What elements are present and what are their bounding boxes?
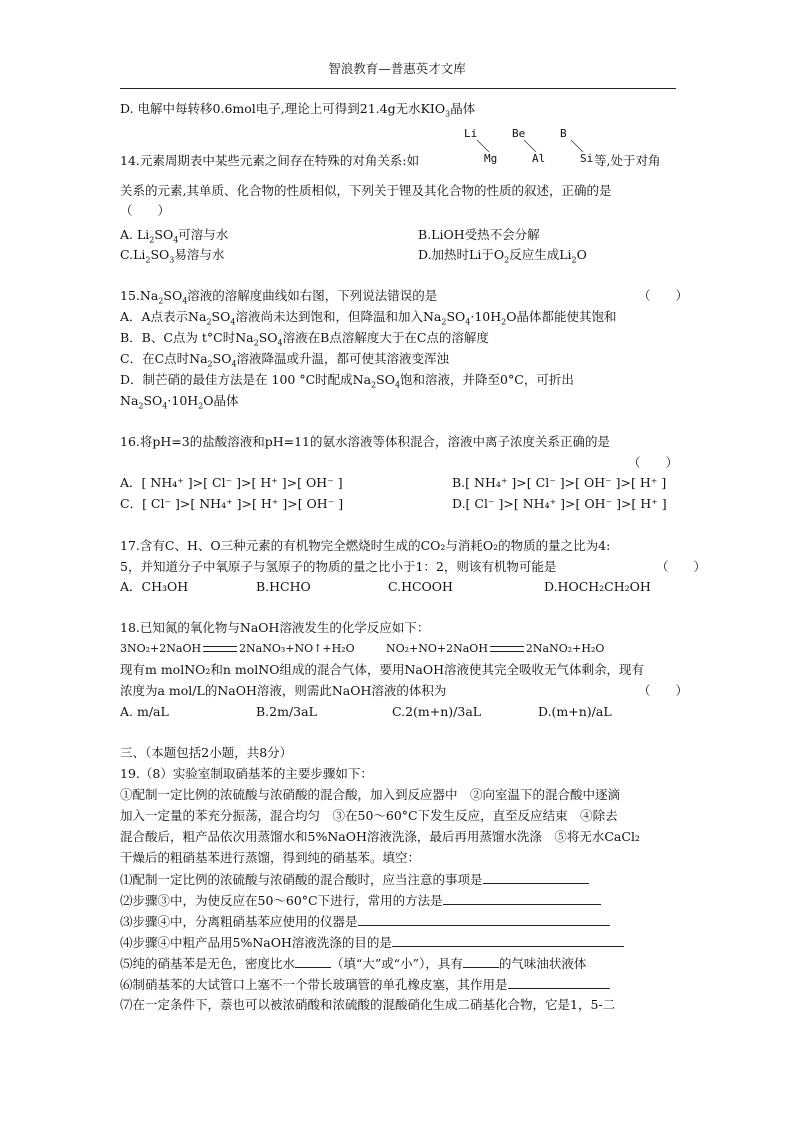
element-b: B [560, 127, 567, 140]
answer-blank[interactable] [392, 933, 624, 947]
q18-option-b: B.2m/3aL [256, 704, 317, 719]
element-mg: Mg [484, 152, 498, 165]
element-be: Be [512, 127, 526, 140]
q17-option-a: A．CH₃OH [120, 579, 189, 594]
q14-option-d: D.加热时Li于$O_2$反应生成$Li_2O$ [418, 247, 587, 265]
q14-answer-paren: （ ） [120, 203, 171, 218]
equals-sign [490, 646, 524, 652]
q18-answer-paren: （ ） [638, 683, 689, 698]
q18-stem: 18.已知氮的氧化物与NaOH溶液发生的化学反应如下： [120, 620, 430, 635]
element-li: Li [464, 127, 478, 140]
q16-option-c: C．[ Cl⁻ ]>[ NH₄⁺ ]>[ H⁺ ]>[ OH⁻ ] [120, 496, 344, 511]
q16-option-a: A．[ NH₄⁺ ]>[ Cl⁻ ]>[ H⁺ ]>[ OH⁻ ] [120, 475, 343, 490]
element-si: Si [580, 152, 594, 165]
q16-option-b: B.[ NH₄⁺ ]>[ Cl⁻ ]>[ OH⁻ ]>[ H⁺ ] [452, 475, 667, 490]
q18-equation-2: NO₂+NO+2NaOH 2NaNO₂+H₂O [386, 642, 605, 655]
q19-sub-5: ⑸纯的硝基苯是无色，密度比水 （填“大”或“小”），具有 的气味油状液体 [120, 956, 587, 971]
q19-sub-6: ⑹制硝基苯的大试管口上塞不一个带长玻璃管的单孔橡皮塞，其作用是 [120, 975, 610, 994]
q19-sub-3: ⑶步骤④中，分离粗硝基苯应使用的仪器是 [120, 912, 610, 931]
q15-option-a: A．A点表示$Na_2SO_4$溶液尚未达到饱和，但降温和加入$Na_2SO_4\cdot 10H_2O$晶体都能使其饱和 [120, 309, 617, 327]
q17-stem-1: 17.含有C、H、O三种元素的有机物完全燃烧时生成的CO₂与消耗O₂的物质的量之比为4: [120, 538, 611, 553]
q14-stem-1: 14.元素周期表中某些元素之间存在特殊的对角关系:如 [120, 153, 420, 168]
answer-blank[interactable] [295, 954, 331, 968]
q18-option-a: A. m/aL [120, 704, 169, 719]
q15-answer-paren: （ ） [638, 288, 689, 303]
answer-blank[interactable] [358, 912, 610, 926]
q19-sub-7: ⑺在一定条件下，萘也可以被浓硝酸和浓硫酸的混酸硝化生成二硝基化合物，它是1，5-二 [120, 997, 616, 1012]
q14-stem-1-end: 等,处于对角 [594, 153, 661, 168]
q19-sub-1: ⑴配制一定比例的浓硫酸与浓硝酸的混合酸时，应当注意的事项是 [120, 870, 589, 889]
q14-option-c: $C.Li_2SO_3$易溶与水 [120, 247, 225, 265]
q18-option-c: C.2(m+n)/3aL [392, 704, 482, 719]
q17-answer-paren: （ ） [656, 559, 707, 574]
q16-answer-paren: （ ） [628, 455, 679, 470]
q15-option-d-1: D．制芒硝的最佳方法是在 100 °C时配成$Na_2SO_4$饱和溶液，并降至0°C，可折出 [120, 372, 574, 390]
answer-blank[interactable] [483, 870, 589, 884]
q15-option-d-2: $Na_2SO_4\cdot 10H_2O$晶体 [120, 393, 239, 411]
q17-option-c: C.HCOOH [388, 579, 453, 594]
q17-option-d: D.HOCH₂CH₂OH [544, 579, 651, 594]
q18-equation-1: 3NO₂+2NaOH 2NaNO₃+NO↑+H₂O [120, 642, 355, 655]
q18-option-d: D.(m+n)/aL [538, 704, 612, 719]
q18-paragraph-2: 浓度为a mol/L的NaOH溶液，则需此NaOH溶液的体积为 [120, 683, 447, 698]
q19-sub-2: ⑵步骤③中，为使反应在50～60°C下进行，常用的方法是 [120, 891, 601, 910]
q17-stem-2: 5，并知道分子中氧原子与氢原子的物质的量之比小于1：2，则该有机物可能是 [120, 559, 557, 574]
answer-blank[interactable] [463, 954, 499, 968]
q19-sub-4: ⑷步骤④中粗产品用5%NaOH溶液洗涤的目的是 [120, 933, 624, 952]
answer-blank[interactable] [443, 891, 601, 905]
q19-step-line-3: 混合酸后，粗产品依次用蒸馏水和5%NaOH溶液洗涤，最后再用蒸馏水洗涤 ⑤将无水CaCl₂ [120, 829, 640, 844]
q14-stem-2: 关系的元素,其单质、化合物的性质相似，下列关于锂及其化合物的性质的叙述，正确的是 [120, 183, 612, 198]
q13-option-d: D. 电解中每转移0.6mol电子,理论上可得到21.4g无水$KIO_3$晶体 [120, 101, 476, 119]
q19-step-line-4: 干燥后的粗硝基苯进行蒸馏，得到纯的硝基苯。填空： [120, 850, 421, 865]
page-header: 智浪教育—普惠英才文库 [328, 61, 466, 76]
element-al: Al [532, 152, 546, 165]
q15-option-b: B．B、C点为 t°C时$Na_2SO_4$溶液在B点溶解度大于在C点的溶解度 [120, 330, 489, 348]
q16-stem: 16.将pH=3的盐酸溶液和pH=11的氨水溶液等体积混合，溶液中离子浓度关系正确的是 [120, 434, 610, 449]
q14-option-b: B.LiOH受热不会分解 [418, 227, 540, 242]
q19-step-line-2: 加入一定量的苯充分振荡，混合均匀 ③在50～60°C下发生反应，直至反应结束 ④除去 [120, 808, 618, 823]
q19-intro: 19.（8）实验室制取硝基苯的主要步骤如下： [120, 766, 373, 781]
q17-option-b: B.HCHO [256, 579, 311, 594]
q14-option-a: A. $Li_2SO_4$可溶与水 [120, 227, 229, 245]
q16-option-d: D.[ Cl⁻ ]>[ NH₄⁺ ]>[ OH⁻ ]>[ H⁺ ] [452, 496, 667, 511]
q15-option-c: C．在C点时$Na_2SO_4$溶液降温或升温，都可使其溶液变浑浊 [120, 351, 450, 369]
equals-sign [203, 646, 237, 652]
header-divider [120, 88, 676, 89]
q15-stem: $15.Na_2SO_4$溶液的溶解度曲线如右图，下列说法错误的是 [120, 288, 438, 306]
q18-paragraph-1: 现有m molNO₂和n molNO组成的混合气体，要用NaOH溶液使其完全吸收无气体剩余，现有 [120, 662, 645, 677]
answer-blank[interactable] [508, 975, 610, 989]
q19-step-line-1: ①配制一定比例的浓硫酸与浓硝酸的混合酸，加入到反应器中 ②向室温下的混合酸中逐滴 [120, 787, 621, 802]
section-3-title: 三、（本题包括2小题，共8分） [120, 745, 293, 760]
